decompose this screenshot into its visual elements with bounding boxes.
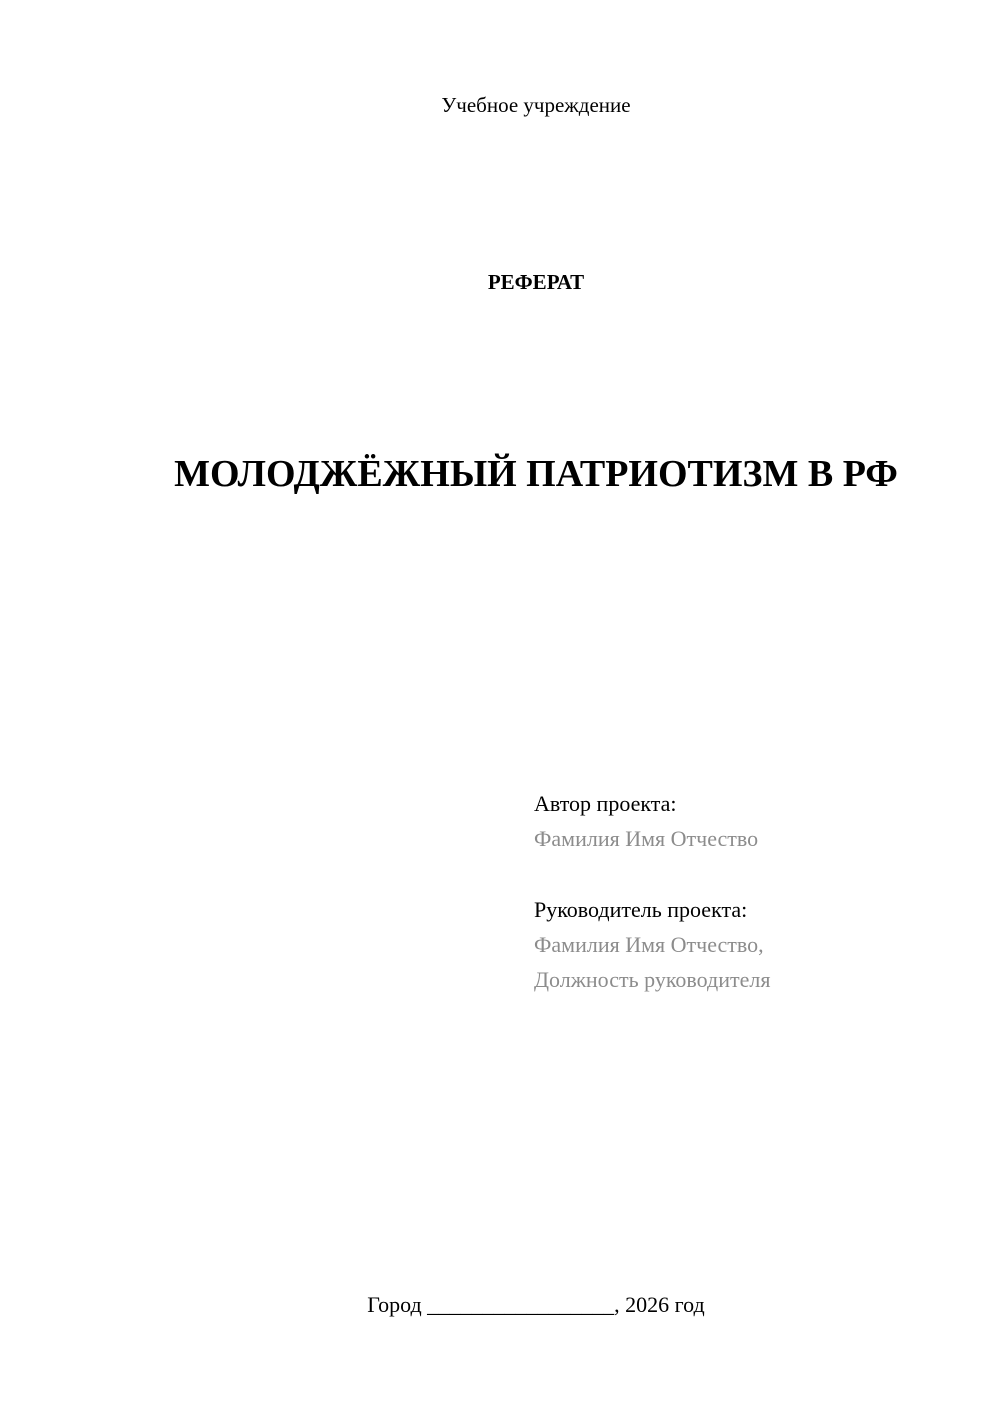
supervisor-label: Руководитель проекта: (534, 897, 748, 922)
credits-block (534, 786, 770, 997)
document-title: МОЛОДЖЁЖНЫЙ ПАТРИОТИЗМ В РФ (174, 453, 898, 495)
document-type: РЕФЕРАТ (487, 270, 585, 294)
supervisor-position: Должность руководителя (534, 967, 771, 992)
credits-spacer (534, 856, 770, 892)
institution-name: Учебное учреждение (441, 93, 631, 117)
city-year-line: Город _________________, 2026 год (367, 1292, 705, 1317)
author-label: Автор проекта: (534, 791, 677, 816)
author-name: Фамилия Имя Отчество (534, 826, 759, 851)
supervisor-name: Фамилия Имя Отчество, (534, 932, 764, 957)
